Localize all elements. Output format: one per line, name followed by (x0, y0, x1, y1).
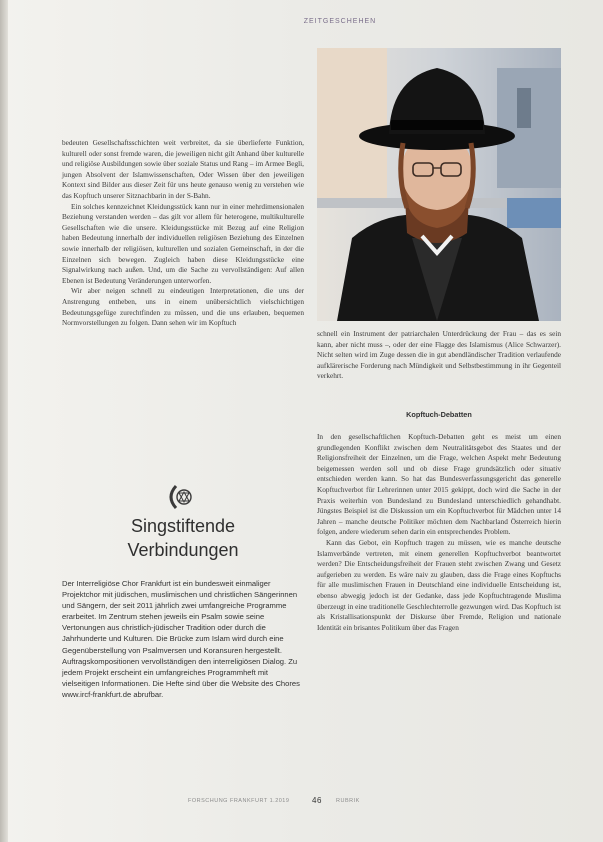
paragraph: bedeuten Gesellschaftsschichten weit verbreitet, da sie überlieferte Funktion, kulturell oder sonst fremde waren, die jeweiligen nicht gilt Anhand über kulturelle und religiöse Ausbildungen sowie über soziale Status und Rang – im Armee Begli, jungen Absolvent der Islamwissenschaften, Oder Wissen über den jeweiligen Kontext sind Bilder aus dieser Zeit für uns heute genauso wenig zu verstehen wie das Kopftuch unserer Sitznachbarin in der S-Bahn. (62, 138, 304, 200)
section-label: ZEITGESCHEHEN (303, 18, 377, 25)
portrait-photo (317, 48, 561, 321)
info-box-text: Der Interreligiöse Chor Frankfurt ist ein bundesweit einmaliger Projektchor mit jüdischen, muslimischen und christlichen Sängerinnen und Sängern, der seit 2011 jährlich zwei umfangreiche Programme erarbeitet. Im Zentrum stehen jeweils ein Psalm sowie seine Vertonungen aus christlich-jüdischer Tradition oder durch die Jahrhunderte und Kulturen. Die Brücke zum Islam wird durch eine Gegenüberstellung von Psalmversen und Koransuren hergestellt. Auftragskompositionen vervollständigen den interreligiösen Dialog. Zu jedem Projekt erscheint ein umfangreiches Programmheft mit vielseitigen Informationen. Die Hefte sind über die Website des Chores www.ircf-frankfurt.de abrufbar. (62, 579, 300, 699)
paragraph: Wir aber neigen schnell zu eindeutigen Interpretationen, die uns der Anstrengung entheben, uns in einem unübersichtlich vielschichtigen Bedeutungsgefüge zurechtfinden zu müssen, und die uns erlauben, bequemen Normvorstellungen zu folgen. Dann sehen wir im Kopftuch (62, 286, 304, 328)
article-column-right-top (317, 329, 561, 382)
paragraph: In den gesellschaftlichen Kopftuch-Debatten geht es meist um einen grundlegenden Konflikt zwischen dem Neutralitätsgebot des Staates und der Religionsfreiheit der Einzelnen, um die Frage, welchen Aspekt mehr Bedeutung beigemessen werden soll und ob diese Frage grundsätzlich oder situativ entschieden werden kann. So hat das Bundesverfassungsgericht das generelle Kopftuchverbot für Lehrerinnen unter 2015 gekippt, doch wird die Sache in der Praxis weiterhin von Bundesland zu Bundesland unterschiedlich gehandhabt. Jüngstes Beispiel ist die Diskussion um ein Kopftuchverbot für Mädchen unter 14 Jahren – manche deutsche Politiker möchten dem Nachbarland Österreich hierin folgen, andere wiederum sehen darin ein entsprechendes Problem. (317, 432, 561, 537)
info-box (62, 470, 304, 790)
page-fold-shadow (0, 0, 8, 842)
page-number: 46 (312, 796, 322, 805)
article-column-right-bottom (317, 432, 561, 633)
article-subheading: Kopftuch-Debatten (406, 410, 472, 419)
paragraph: Ein solches kennzeichnet Kleidungsstück kann nur in einer mehrdimensionalen Beziehung verstanden werden – das gilt vor allem für heterogene, multikulturelle Gesellschaften wie die unsere. Kleidungsstücke mit Bezug auf eine Religion haben Bedeutung innerhalb der individuellen religiösen Beziehung des Einzelnen sowie innerhalb der religiösen, kulturellen und sozialen Gemeinschaft, in der die Einzelnen sich bewegen. Zugleich haben diese Kleidungsstücke eine Signalwirkung nach außen. Und, um die Sache zu vervollständigen: Auf allen Ebenen ist Bedeutung Veränderungen unterworfen. (62, 201, 304, 285)
choir-logo-icon (162, 482, 202, 512)
paragraph: schnell ein Instrument der patriarchalen Unterdrückung der Frau – das es sein kann, aber nicht muss –, oder der eine Flagge des Islamismus (Alice Schwarzer). Nicht selten wird im Zuge dessen die in gut abendländischer Tradition verlaufende aufklärerische Forderung nach Mündigkeit und Selbstbestimmung in ihr Gegenteil verkehrt. (317, 329, 561, 381)
info-box-title-line-1: Singstiftende (130, 516, 236, 536)
info-box-title (62, 514, 304, 562)
article-column-left (62, 138, 304, 329)
footer-publication: FORSCHUNG FRANKFURT 1.2019 (188, 798, 290, 804)
paragraph: Kann das Gebot, ein Kopftuch tragen zu müssen, wie es manche deutsche Islamverbände vertreten, mit einem generellen Kopftuchverbot beantwortet werden? Die Entscheidungsfreiheit der Frauen steht zwischen Zwang und Gesetz aufgerieben zu werden. Es wäre naiv zu glauben, dass die Frage eines Kopftuchs für alle muslimischen Frauen in Deutschland eine individuelle Entscheidung ist, ebenso abwegig jedoch ist der Gedanke, dass jede Kopftuchtragende Muslima überzeugt in eine traditionelle Geschlechterrolle gezwungen wird. Das Kopftuch ist als Kristallisationspunkt der Diskurse über Fremde, Religion und nationale Identität ein brisantes Politikum über das Fragen (317, 537, 561, 632)
photo-man-in-black-hat-icon (317, 48, 561, 321)
info-box-title-line-2: Verbindungen (127, 540, 239, 560)
footer-section: RUBRIK (336, 798, 360, 804)
